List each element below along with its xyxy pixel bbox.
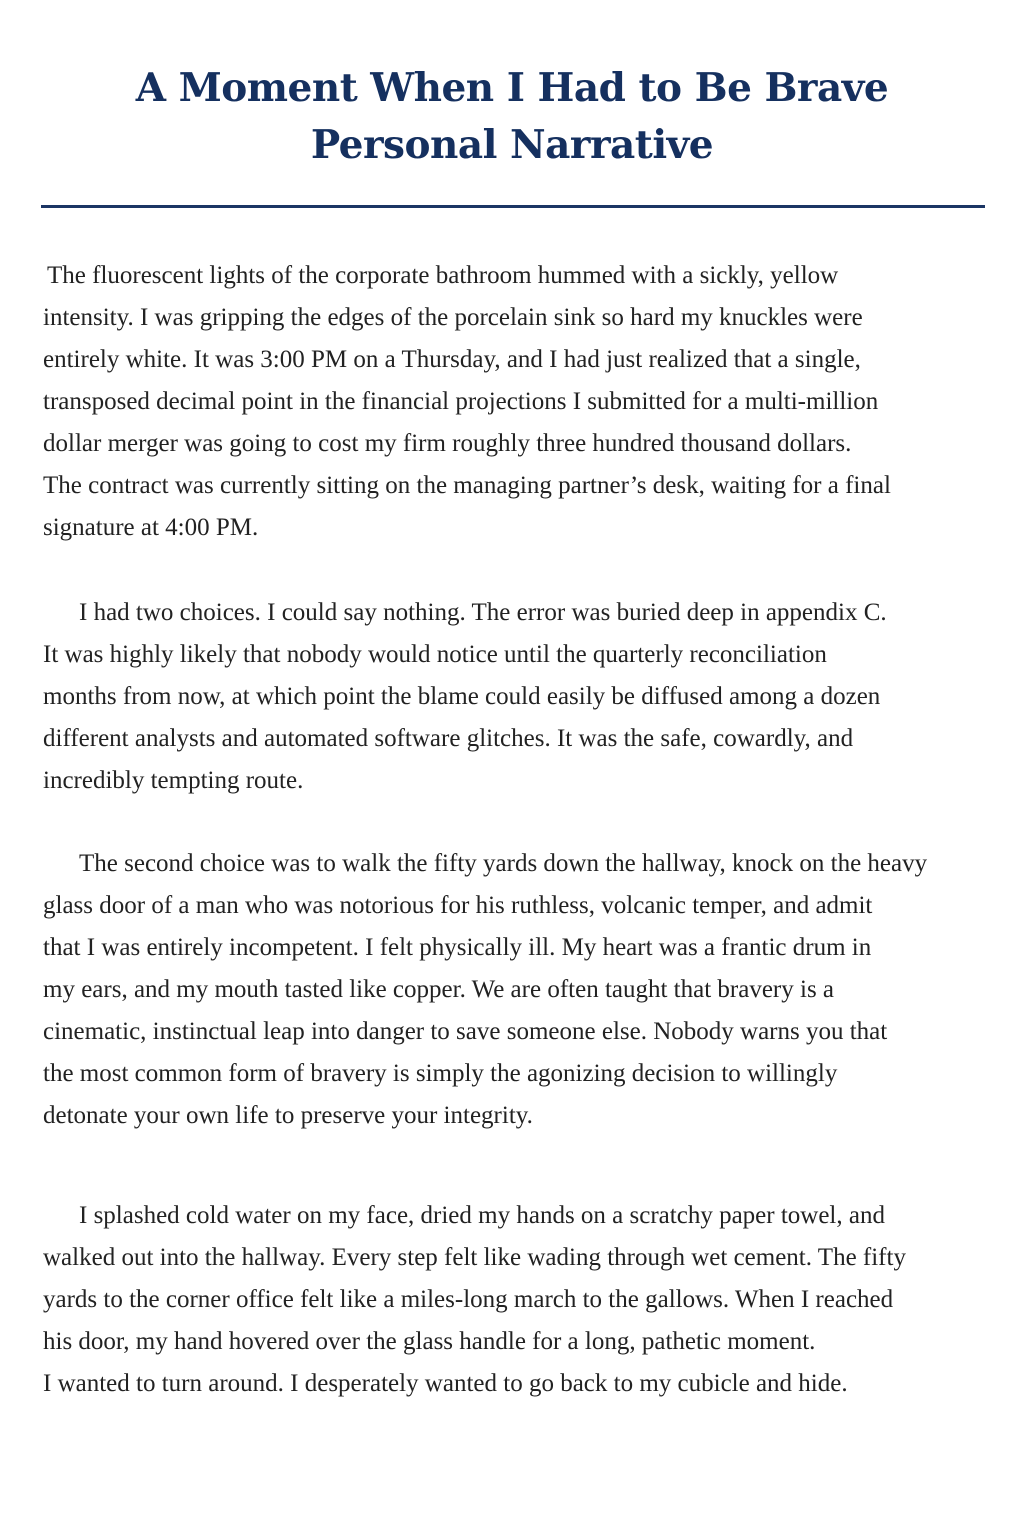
paragraph-line: I had two choices. I could say nothing. The error was buried deep in appendix C. (79, 599, 887, 626)
paragraph-3 (43, 843, 988, 1137)
paragraph-line: The fluorescent lights of the corporate bathroom hummed with a sickly, yellow (47, 262, 839, 289)
page-title (40, 60, 984, 174)
paragraph-line: that I was entirely incompetent. I felt physically ill. My heart was a frantic drum in (43, 934, 872, 961)
paragraph-line: my ears, and my mouth tasted like copper. We are often taught that bravery is a (43, 976, 835, 1003)
paragraph-line: entirely white. It was 3:00 PM on a Thursday, and I had just realized that a single, (43, 346, 861, 373)
paragraph-line: It was highly likely that nobody would notice until the quarterly reconciliation (43, 641, 827, 668)
paragraph-4 (43, 1195, 988, 1405)
paragraph-line: signature at 4:00 PM. (43, 514, 259, 541)
paragraph-line: intensity. I was gripping the edges of the porcelain sink so hard my knuckles were (43, 304, 863, 331)
paragraph-line: The contract was currently sitting on the managing partner’s desk, waiting for a final (43, 472, 891, 499)
paragraph-line: transposed decimal point in the financial projections I submitted for a multi-million (43, 388, 879, 415)
paragraph-line: incredibly tempting route. (43, 767, 304, 794)
title-divider (41, 205, 985, 208)
paragraph-line: The second choice was to walk the fifty yards down the hallway, knock on the heavy (79, 850, 928, 877)
paragraph-line: I splashed cold water on my face, dried my hands on a scratchy paper towel, and (79, 1202, 885, 1229)
title-line-1: A Moment When I Had to Be Brave (135, 65, 889, 111)
paragraph-line: the most common form of bravery is simply the agonizing decision to willingly (43, 1060, 838, 1087)
paragraph-line: walked out into the hallway. Every step felt like wading through wet cement. The fifty (43, 1244, 906, 1271)
paragraph-line: yards to the corner office felt like a miles-long march to the gallows. When I reached (43, 1286, 894, 1313)
title-line-2: Personal Narrative (310, 122, 714, 168)
paragraph-line: cinematic, instinctual leap into danger to save someone else. Nobody warns you that (43, 1018, 888, 1045)
paragraph-1 (43, 255, 988, 549)
paragraph-line: his door, my hand hovered over the glass handle for a long, pathetic moment. (43, 1328, 816, 1355)
paragraph-line: glass door of a man who was notorious for his ruthless, volcanic temper, and admit (43, 892, 873, 919)
paragraph-2 (43, 592, 988, 802)
paragraph-line: dollar merger was going to cost my firm roughly three hundred thousand dollars. (43, 430, 852, 457)
paragraph-line: I wanted to turn around. I desperately wanted to go back to my cubicle and hide. (43, 1370, 848, 1397)
paragraph-line: different analysts and automated software glitches. It was the safe, cowardly, and (43, 725, 854, 752)
paragraph-line: detonate your own life to preserve your integrity. (43, 1102, 533, 1129)
paragraph-line: months from now, at which point the blame could easily be diffused among a dozen (43, 683, 881, 710)
